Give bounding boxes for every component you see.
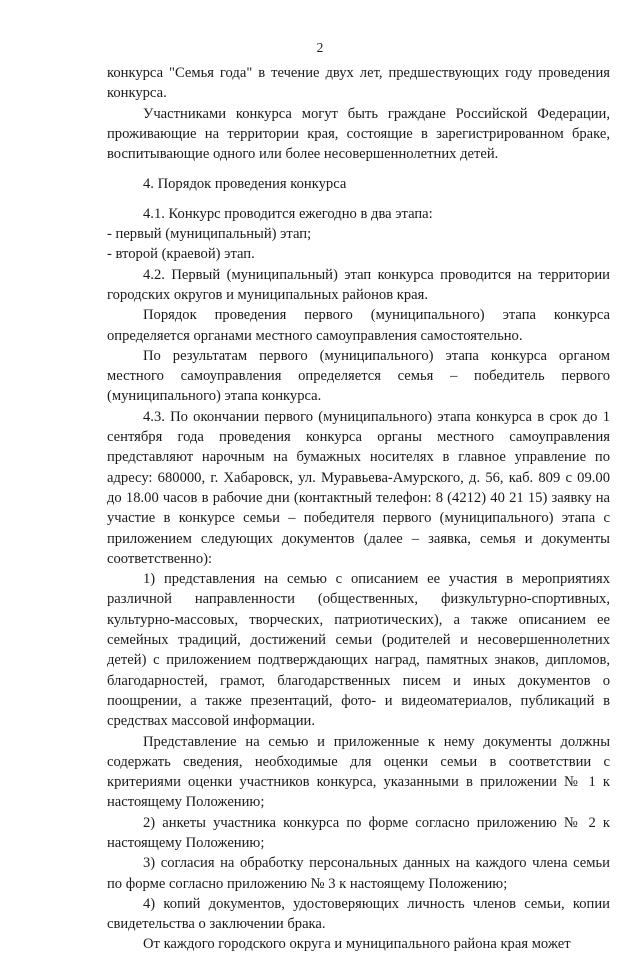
section-heading: 4. Порядок проведения конкурса bbox=[143, 176, 347, 193]
paragraph: По результатам первого (муниципального) этапа конкурса органом местного самоуправления определяется семья – победитель первого (муниципального) этапа конкурса. bbox=[107, 347, 610, 405]
paragraph: 1) представления на семью с описанием ее участия в мероприятиях различной направленности (общественных, физкультурно-спортивных, культурно-массовых, творческих, патриотических), а также описанием ее семейных традиций, достижений семьи (родителей и несовершеннолетних детей) с приложением подтверждающих наград, памятных знаков, дипломов, благодарностей, грамот, благодарственных писем и иных документов о поощрении, а также презентаций, фото- и видеоматериалов, публикаций в средствах массовой информации. bbox=[107, 571, 610, 730]
paragraph: 3) согласия на обработку персональных данных на каждого члена семьи по форме согласно приложению № 3 к настоящему Положению; bbox=[107, 855, 610, 892]
paragraph: От каждого городского округа и муниципального района края может bbox=[143, 936, 571, 953]
paragraph: 4.2. Первый (муниципальный) этап конкурса проводится на территории городских округов и муниципальных районов края. bbox=[107, 266, 610, 303]
document-body bbox=[107, 63, 610, 955]
paragraph: конкурса "Семья года" в течение двух лет, предшествующих году проведения конкурса. bbox=[107, 65, 610, 102]
paragraph: Представление на семью и приложенные к нему документы должны содержать сведения, необходимые для оценки семьи в соответствии с критериями оценки участников конкурса, указанными в приложении № 1 к настоящему Положению; bbox=[107, 733, 610, 811]
paragraph: Порядок проведения первого (муниципального) этапа конкурса определяется органами местного самоуправления самостоятельно. bbox=[107, 307, 610, 344]
paragraph: 4) копий документов, удостоверяющих личность членов семьи, копии свидетельства о заключении брака. bbox=[107, 895, 610, 933]
paragraph: 4.3. По окончании первого (муниципального) этапа конкурса в срок до 1 сентября года проведения конкурса органы местного самоуправления представляют нарочным на бумажных носителях в главное управление по адресу: 680000, г. Хабаровск, ул. Муравьева-Амурского, д. 56, каб. 809 с 09.00 до 18.00 часов в рабочие дни (контактный телефон: 8 (4212) 40 21 15) заявку на участие в конкурсе семьи – победителя первого (муниципального) этапа с приложением следующих документов (далее – заявка, семья и документы соответственно): bbox=[107, 408, 610, 567]
paragraph: 4.1. Конкурс проводится ежегодно в два этапа: bbox=[143, 205, 433, 222]
page-number: 2 bbox=[316, 40, 324, 55]
list-item: - первый (муниципальный) этап; bbox=[107, 226, 312, 243]
list-item: - второй (краевой) этап. bbox=[107, 246, 255, 263]
paragraph: Участниками конкурса могут быть граждане Российской Федерации, проживающие на территории края, состоящие в зарегистрированном браке, воспитывающие одного или более несовершеннолетних детей. bbox=[107, 105, 610, 163]
paragraph: 2) анкеты участника конкурса по форме согласно приложению № 2 к настоящему Положению; bbox=[107, 814, 610, 851]
